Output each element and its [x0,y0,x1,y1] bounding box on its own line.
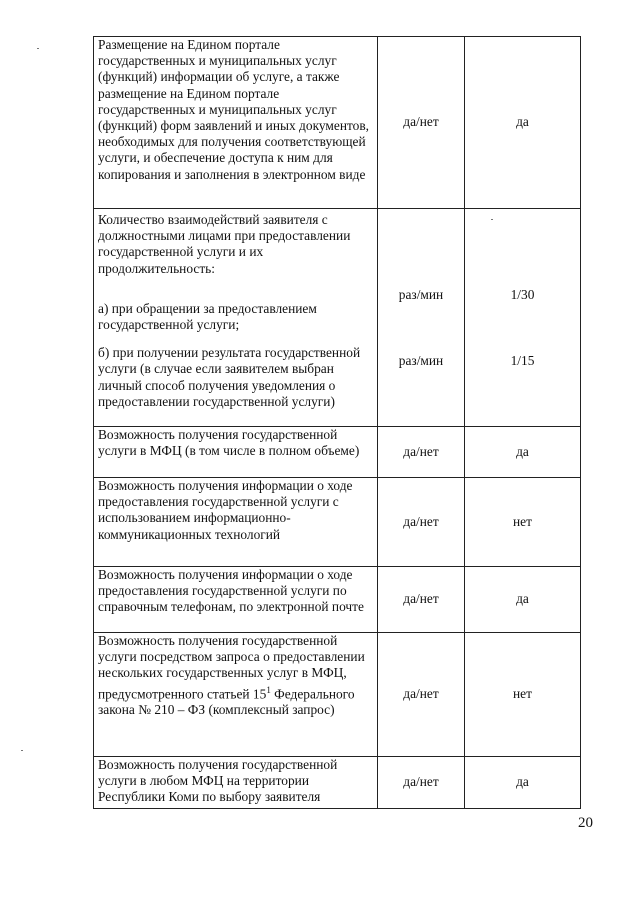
indicator-value: да [465,757,581,809]
indicator-intro: Количество взаимодействий заявителя с должностными лицами при предоставлении государственной услуги и их продолжительность: [98,212,351,276]
indicator-name: Возможность получения государственной услуги в любом МФЦ на территории Республики Коми по выбору заявителя [94,757,378,809]
indicator-value-a: 1/30 [510,287,535,302]
indicators-table [93,36,581,809]
table-row [94,478,581,567]
scan-speck [21,750,23,751]
table-row [94,633,581,757]
table-row [94,427,581,478]
indicator-sub-b: б) при получении результата государственной услуги (в случае если заявителем выбран личный способ получения уведомления о предоставлении государственной услуги) [98,345,361,409]
indicator-value: нет [465,478,581,567]
indicator-unit: да/нет [378,633,465,757]
indicator-unit [378,209,465,427]
scan-speck [37,48,39,49]
table-row [94,209,581,427]
table-row [94,37,581,209]
indicator-name: Возможность получения информации о ходе предоставления государственной услуги по справочным телефонам, по электронной почте [94,567,378,633]
indicator-name: Возможность получения государственной услуги в МФЦ (в том числе в полном объеме) [94,427,378,478]
indicator-unit: да/нет [378,37,465,209]
indicator-unit-a: раз/мин [398,287,444,302]
indicator-unit: да/нет [378,757,465,809]
indicator-unit: да/нет [378,478,465,567]
indicator-value: нет [465,633,581,757]
indicator-value: да [465,427,581,478]
indicator-sub-a: а) при обращении за предоставлением государственной услуги; [98,300,317,333]
indicator-value: да [465,567,581,633]
indicator-unit: да/нет [378,427,465,478]
indicator-name: Возможность получения информации о ходе предоставления государственной услуги с использованием информационно-коммуникационных технологий [94,478,378,567]
indicator-name [94,633,378,757]
table-row [94,757,581,809]
table-row [94,567,581,633]
indicator-name-part1: Возможность получения государственной услуги посредством запроса о предоставлении нескольких государственных услуг в МФЦ, предусмотренного статьей 15 [98,633,365,702]
article-superscript: 1 [266,684,271,695]
indicator-unit: да/нет [378,567,465,633]
indicator-name [94,209,378,427]
indicator-name: Размещение на Едином портале государственных и муниципальных услуг (функций) информации об услуге, а также размещение на Едином портале государственных и муниципальных услуг (функций) форм заявлений и иных документов, необходимых для получения соответствующей услуги, и обеспечение доступа к ним для копирования и заполнения в электронном виде [94,37,378,209]
indicator-value-b: 1/15 [510,353,535,369]
indicator-name-part2: Федерального закона № 210 – ФЗ (комплексный запрос) [98,686,355,718]
indicator-value [465,209,581,427]
indicator-unit-b: раз/мин [398,353,444,369]
indicator-value: да [465,37,581,209]
page-number: 20 [578,815,593,831]
